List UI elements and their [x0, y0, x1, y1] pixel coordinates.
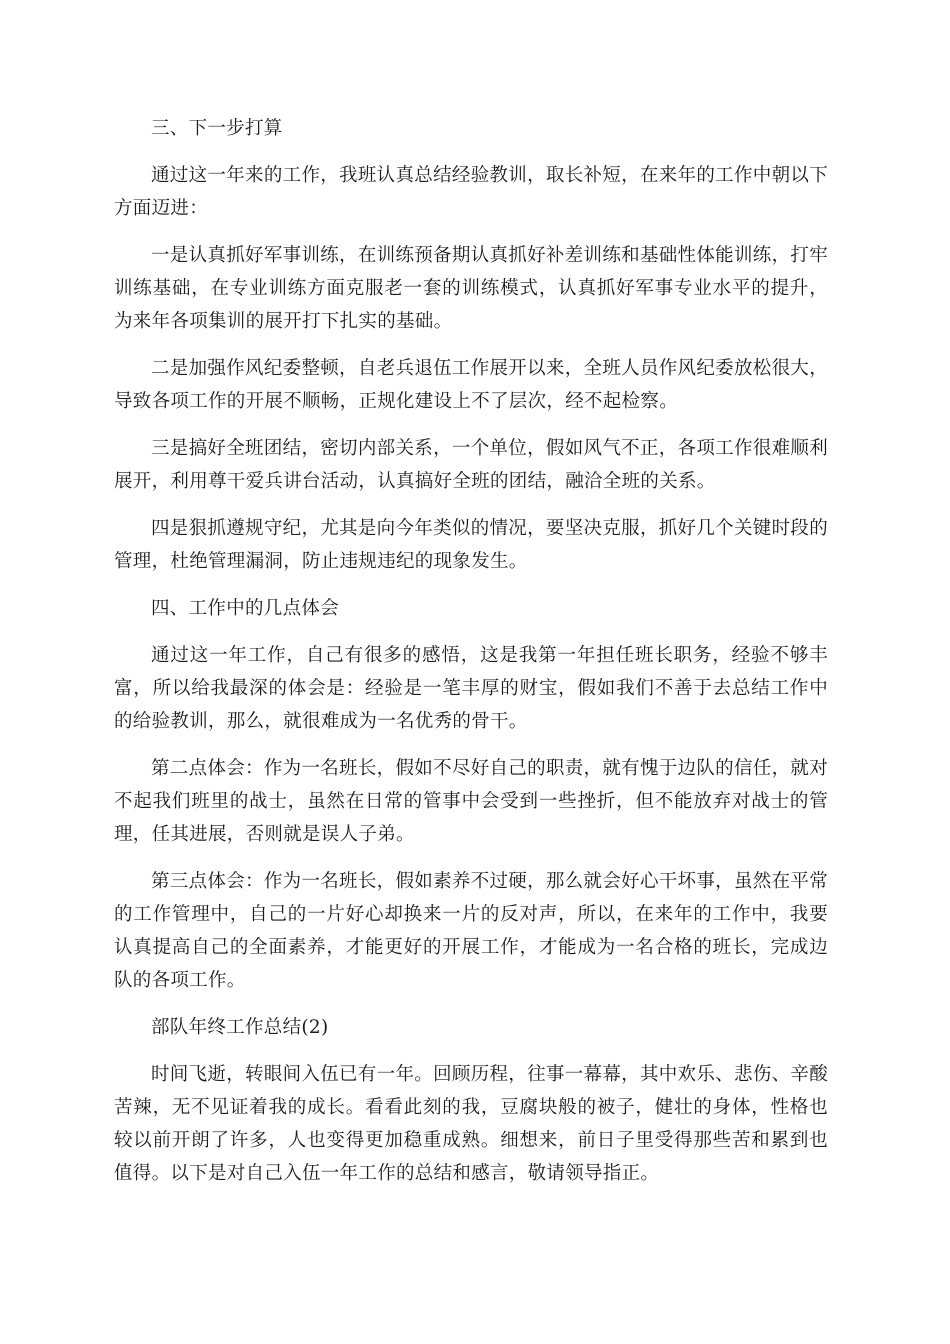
paragraph-reflection-1: 通过这一年工作，自己有很多的感悟，这是我第一年担任班长职务，经验不够丰富，所以给我最深的体会是：经验是一笔丰厚的财宝，假如我们不善于去总结工作中的给验教训，那么，就很难成为一名优秀的骨干。: [114, 645, 828, 732]
paragraph-discipline: 二是加强作风纪委整顿，自老兵退伍工作展开以来，全班人员作风纪委放松很大，导致各项工作的开展不顺畅，正规化建设上不了层次，经不起检察。: [114, 358, 828, 412]
paragraph-rules: 四是狠抓遵规守纪，尤其是向今年类似的情况，要坚决克服，抓好几个关键时段的管理，杜绝管理漏洞，防止违规违纪的现象发生。: [114, 518, 828, 572]
section-heading-summary-2: 部队年终工作总结(2): [151, 1017, 329, 1038]
paragraph-reflection-3: 第三点体会：作为一名班长，假如素养不过硬，那么就会好心干坏事，虽然在平常的工作管理中，自己的一片好心却换来一片的反对声，所以，在来年的工作中，我要认真提高自己的全面素养，才能更好的开展工作，才能成为一名合格的班长，完成边队的各项工作。: [114, 871, 828, 991]
section-heading-next-steps: 三、下一步打算: [151, 118, 283, 139]
paragraph-intro: 通过这一年来的工作，我班认真总结经验教训，取长补短，在来年的工作中朝以下方面迈进：: [114, 165, 828, 219]
paragraph-unity: 三是搞好全班团结，密切内部关系，一个单位，假如风气不正，各项工作很难顺利展开，利用尊干爱兵讲台活动，认真搞好全班的团结，融洽全班的关系。: [114, 438, 828, 492]
paragraph-reflection-2: 第二点体会：作为一名班长，假如不尽好自己的职责，就有愧于边队的信任，就对不起我们班里的战士，虽然在日常的管事中会受到一些挫折，但不能放弃对战士的管理，任其进展，否则就是误人子弟。: [114, 758, 828, 845]
section-heading-reflections: 四、工作中的几点体会: [151, 598, 340, 619]
paragraph-training: 一是认真抓好军事训练，在训练预备期认真抓好补差训练和基础性体能训练，打牢训练基础，在专业训练方面克服老一套的训练模式，认真抓好军事专业水平的提升，为来年各项集训的展开打下扎实的基础。: [114, 245, 828, 332]
document-page: [114, 112, 828, 1204]
paragraph-summary-intro: 时间飞逝，转眼间入伍已有一年。回顾历程，往事一幕幕，其中欢乐、悲伤、辛酸苦辣，无不见证着我的成长。看看此刻的我，豆腐块般的被子，健壮的身体，性格也较以前开朗了许多，人也变得更加稳重成熟。细想来，前日子里受得那些苦和累到也值得。以下是对自己入伍一年工作的总结和感言，敬请领导指正。: [114, 1064, 828, 1184]
